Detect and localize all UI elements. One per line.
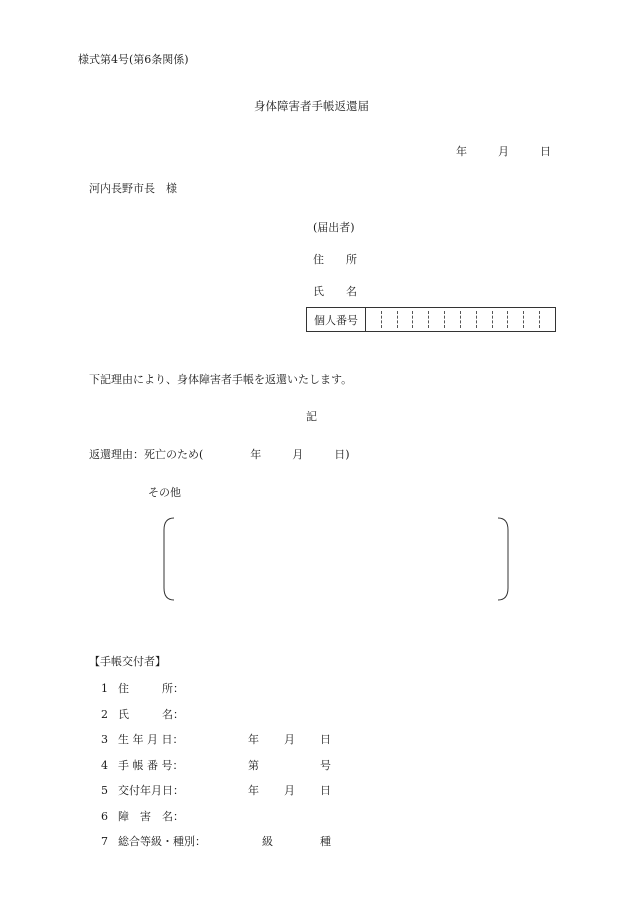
personal-number-cell[interactable]	[366, 311, 382, 328]
statement: 下記理由により、身体障害者手帳を返還いたします。	[89, 373, 353, 386]
form-number: 様式第4号(第6条関係)	[78, 53, 189, 66]
personal-number-cell[interactable]	[429, 311, 445, 328]
holder-item-label: 生 年 月 日：	[118, 733, 184, 746]
personal-number-cell[interactable]	[445, 311, 461, 328]
holder-heading: 【手帳交付者】	[89, 655, 166, 668]
document-title: 身体障害者手帳返還届	[254, 99, 369, 113]
personal-number-cell[interactable]	[413, 311, 429, 328]
other-reason-bracket[interactable]	[160, 516, 516, 604]
reason-month: 月	[292, 448, 304, 461]
holder-item-unit: 月	[284, 733, 295, 746]
reason-label: 返還理由：死亡のため(	[89, 448, 204, 461]
holder-item-unit: 日	[320, 733, 331, 746]
holder-item-unit: 級	[262, 835, 273, 848]
holder-item-number: 5	[101, 784, 108, 797]
notifier-address-label: 住 所	[313, 253, 357, 266]
holder-item-label: 総合等級・種別：	[118, 835, 206, 848]
notifier-name-label: 氏 名	[313, 285, 357, 298]
holder-item-unit: 月	[284, 784, 295, 797]
reason-year: 年	[250, 448, 262, 461]
holder-item-label: 障 害 名：	[118, 810, 184, 823]
holder-item-number: 3	[101, 733, 108, 746]
personal-number-cell[interactable]	[477, 311, 493, 328]
ki-heading: 記	[306, 410, 317, 423]
holder-item-unit: 日	[320, 784, 331, 797]
date-year: 年	[456, 145, 467, 158]
personal-number-label: 個人番号	[307, 308, 366, 331]
personal-number-cell[interactable]	[382, 311, 398, 328]
date-day: 日	[540, 145, 551, 158]
personal-number-cell[interactable]	[508, 311, 524, 328]
holder-item-number: 6	[101, 810, 108, 823]
holder-item-number: 2	[101, 708, 108, 721]
reason-line	[89, 448, 350, 462]
personal-number-cell[interactable]	[540, 311, 555, 328]
holder-item-unit: 種	[320, 835, 331, 848]
holder-item-label: 氏 名：	[118, 708, 184, 721]
holder-item-unit: 年	[248, 784, 259, 797]
holder-item-label: 住 所：	[118, 682, 184, 695]
holder-item-unit: 号	[320, 759, 331, 772]
submission-date[interactable]	[456, 145, 551, 159]
personal-number-cell[interactable]	[398, 311, 414, 328]
addressee: 河内長野市長 様	[89, 182, 177, 195]
holder-item-label: 手 帳 番 号：	[118, 759, 184, 772]
reason-day: 日)	[334, 448, 350, 461]
personal-number-cells[interactable]	[366, 308, 555, 331]
holder-item-number: 4	[101, 759, 108, 772]
reason-other-label: その他	[148, 486, 181, 499]
holder-item-number: 1	[101, 682, 108, 695]
holder-item-unit: 年	[248, 733, 259, 746]
date-month: 月	[498, 145, 509, 158]
personal-number-cell[interactable]	[524, 311, 540, 328]
notifier-heading: (届出者)	[313, 221, 355, 234]
personal-number-cell[interactable]	[493, 311, 509, 328]
personal-number-box[interactable]	[306, 307, 556, 332]
holder-item-label: 交付年月日：	[118, 784, 184, 797]
holder-item-number: 7	[101, 835, 108, 848]
holder-item-unit: 第	[248, 759, 259, 772]
personal-number-cell[interactable]	[461, 311, 477, 328]
